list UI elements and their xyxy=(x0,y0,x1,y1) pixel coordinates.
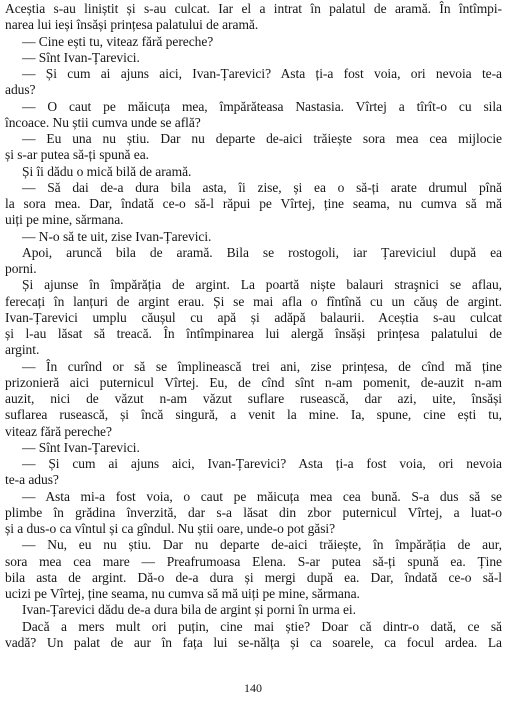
text-line: uiți pe mine, sărmana. xyxy=(5,212,124,228)
text-line: — În curînd or să se împlinească trei ani, zise prințesa, de cînd mă ține xyxy=(22,358,502,374)
text-line: ucizi pe Vîrtej, ține seama, nu cumva să mă uiți pe mine, sărmana. xyxy=(5,586,360,601)
text-line: — Eu una nu știu. Dar nu departe de-aici trăiește sora mea cea mijlocie xyxy=(22,131,502,146)
text-line: bila asta de argint. Dă-o de-a dura și mergi după ea. Dar, îndată ce-o să-l xyxy=(5,569,502,585)
text-line: Și îi dădu o mică bilă de aramă. xyxy=(22,163,192,179)
text-line: ferecați în lanțuri de argint erau. Și se mai afla o fîntînă cu un căuș de argint. xyxy=(5,293,502,309)
text-line: — N-o să te uit, zise Ivan-Țarevici. xyxy=(22,228,212,244)
text-line: Aceștia s-au liniștit și s-au culcat. Iar el a intrat în palatul de aramă. În întîmpi- xyxy=(5,1,502,16)
text-line: — Și cum ai ajuns aici, Ivan-Țarevici? Asta ți-a fost voia, ori nevoia xyxy=(22,456,502,471)
text-line: — Sînt Ivan-Țarevici. xyxy=(22,439,140,455)
book-page xyxy=(5,1,502,701)
text-line: și s-ar putea să-ți spună ea. xyxy=(5,147,149,163)
text-line: și a dus-o ca vîntul și ca gîndul. Nu știi oare, unde-o pot găsi? xyxy=(5,521,336,536)
text-line: Ivan-Țarevici umplu căușul cu apă și adăpă balaurii. Aceștia s-au culcat xyxy=(5,309,502,325)
text-line: prizonieră aici puternicul Vîrtej. Eu, de cînd sînt n-am pomenit, de-auzit n-am xyxy=(5,374,502,390)
text-line: — Nu, eu nu știu. Dar nu departe de-aici trăiește, în împărăția de aur, xyxy=(22,537,502,553)
text-line: încoace. Nu știi cumva unde se află? xyxy=(5,114,201,130)
text-line: — Și cum ai ajuns aici, Ivan-Țarevici? Asta ți-a fost voia, ori nevoia te-a xyxy=(22,66,502,81)
text-line: — Asta mi-a fost voia, o caut pe măicuța mea cea bună. S-a dus să se xyxy=(22,488,502,504)
text-line: adus? xyxy=(5,82,36,98)
text-line: — Sînt Ivan-Țarevici. xyxy=(22,49,140,65)
text-line: Dacă a mers mult ori puțin, cine mai știe? Doar că dintr-o dată, ce să xyxy=(22,618,502,634)
text-line: suflarea rusească, și încă singură, a venit la mine. Ia, spune, cine ești tu, xyxy=(5,407,502,423)
text-line: vadă? Un palat de aur în fața lui se-nălța și ca soarele, ca focul ardea. La xyxy=(5,634,502,650)
text-line: — Cine ești tu, viteaz fără pereche? xyxy=(22,33,214,49)
text-line: sora mea cea mare — Preafrumoasa Elena. S-ar putea să-ți spună ea. Ține xyxy=(5,553,502,569)
text-line: narea lui ieși însăși prințesa palatului de aramă. xyxy=(5,17,259,33)
text-line: plimbe în grădina înverzită, dar s-a lăsat din zbor puternicul Vîrtej, a luat-o xyxy=(5,504,502,520)
page-number: 140 xyxy=(244,681,262,695)
text-line: argint. xyxy=(5,342,40,358)
text-line: — Să dai de-a dura bila asta, îi zise, și ea o să-ți arate drumul pînă xyxy=(22,179,502,195)
text-line: viteaz fără pereche? xyxy=(5,423,112,439)
text-line: Ivan-Țarevici dădu de-a dura bila de argint și porni în urma ei. xyxy=(22,602,356,618)
text-line: porni. xyxy=(5,261,37,276)
text-line: Apoi, aruncă bila de aramă. Bila se rostogoli, iar Țareviciul după ea xyxy=(22,244,502,260)
text-line: — O caut pe măicuța mea, împărăteasa Nastasia. Vîrtej a tîrît-o cu sila xyxy=(22,98,502,114)
text-line: la sora mea. Dar, îndată ce-o să-l răpui pe Vîrtej, ține seama, nu cumva să mă xyxy=(5,196,502,211)
text-line: te-a adus? xyxy=(5,472,59,488)
text-line: Și ajunse în împărăția de argint. La poartă niște balauri straşnici se aflau, xyxy=(22,277,502,293)
text-line: și l-au lăsat să treacă. În întîmpinarea lui alergă însăși prințesa palatului de xyxy=(5,326,502,341)
text-line: auzit, nici de văzut n-am văzut suflare rusească, dar azi, uite, însăși xyxy=(5,391,502,406)
